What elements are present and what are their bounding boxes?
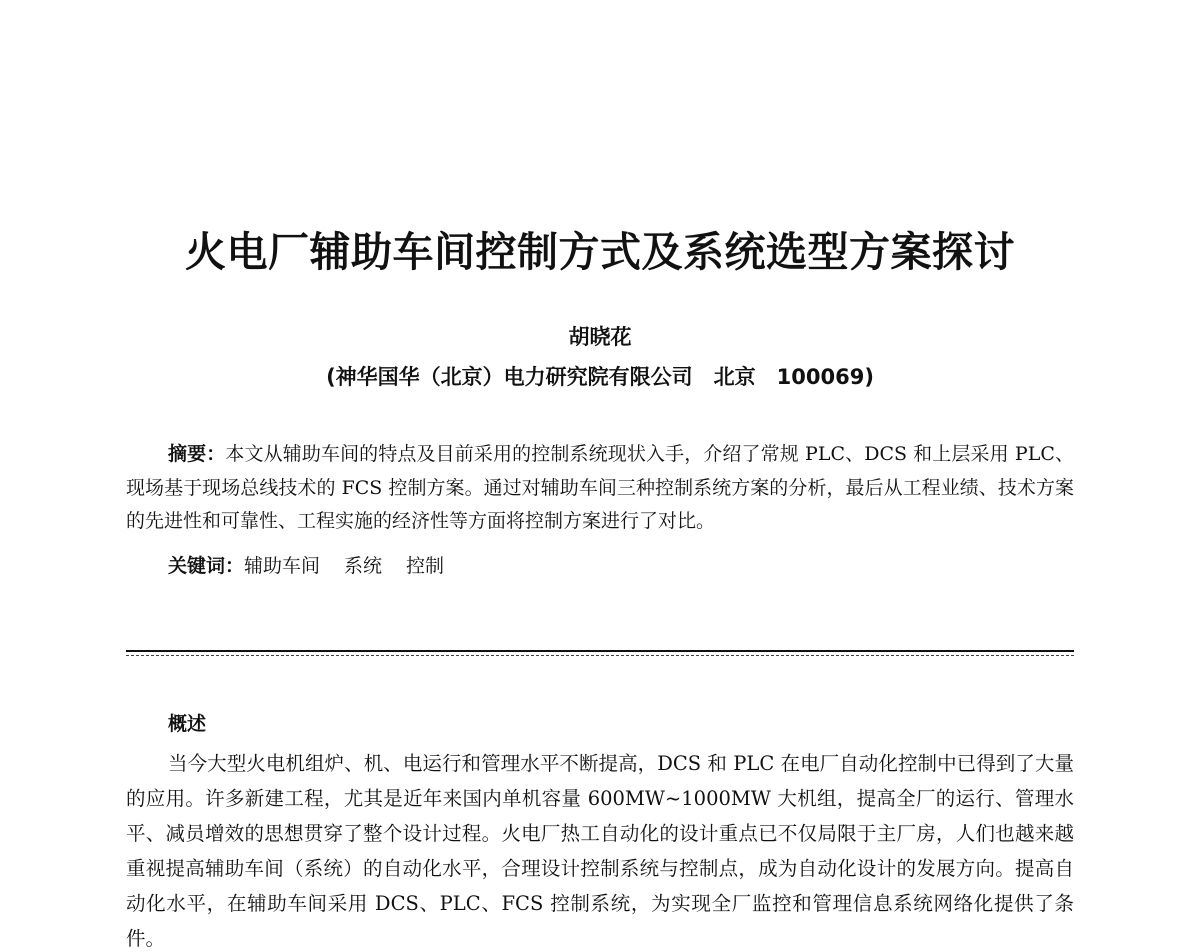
abstract-text: 本文从辅助车间的特点及目前采用的控制系统现状入手，介绍了常规 PLC、DCS 和上层采用 PLC、现场基于现场总线技术的 FCS 控制方案。通过对辅助车间三种控制系统方案的分析，最后从工程业绩、技术方案的先进性和可靠性、工程实施的经济性等方面将控制方案进行了对比。 <box>126 443 1074 532</box>
abstract-paragraph <box>126 438 1074 539</box>
section-divider <box>126 650 1074 656</box>
section-heading: 概述 <box>168 713 207 735</box>
keywords-label: 关键词： <box>168 555 245 577</box>
author-affiliation: (神华国华（北京）电力研究院有限公司 北京 100069) <box>326 365 874 389</box>
keyword-item: 系统 <box>344 555 383 577</box>
author-name: 胡晓花 <box>568 325 632 349</box>
section-body: 当今大型火电机组炉、机、电运行和管理水平不断提高，DCS 和 PLC 在电厂自动化控制中已得到了大量的应用。许多新建工程，尤其是近年来国内单机容量 600MW~1000MW 大机组，提高全厂的运行、管理水平、减员增效的思想贯穿了整个设计过程。火电厂热工自动化的设计重点已不仅局限于主厂房，人们也越来越重视提高辅助车间（系统）的自动化水平，合理设计控制系统与控制点，成为自动化设计的发展方向。提高自动化水平，在辅助车间采用 DCS、PLC、FCS 控制系统，为实现全厂监控和管理信息系统网络化提供了条件。 <box>126 752 1074 950</box>
keyword-item: 控制 <box>406 555 445 577</box>
keywords-line <box>168 550 468 584</box>
paper-title: 火电厂辅助车间控制方式及系统选型方案探讨 <box>185 228 1015 276</box>
keyword-item: 辅助车间 <box>244 555 321 577</box>
abstract-label: 摘要： <box>168 443 226 465</box>
